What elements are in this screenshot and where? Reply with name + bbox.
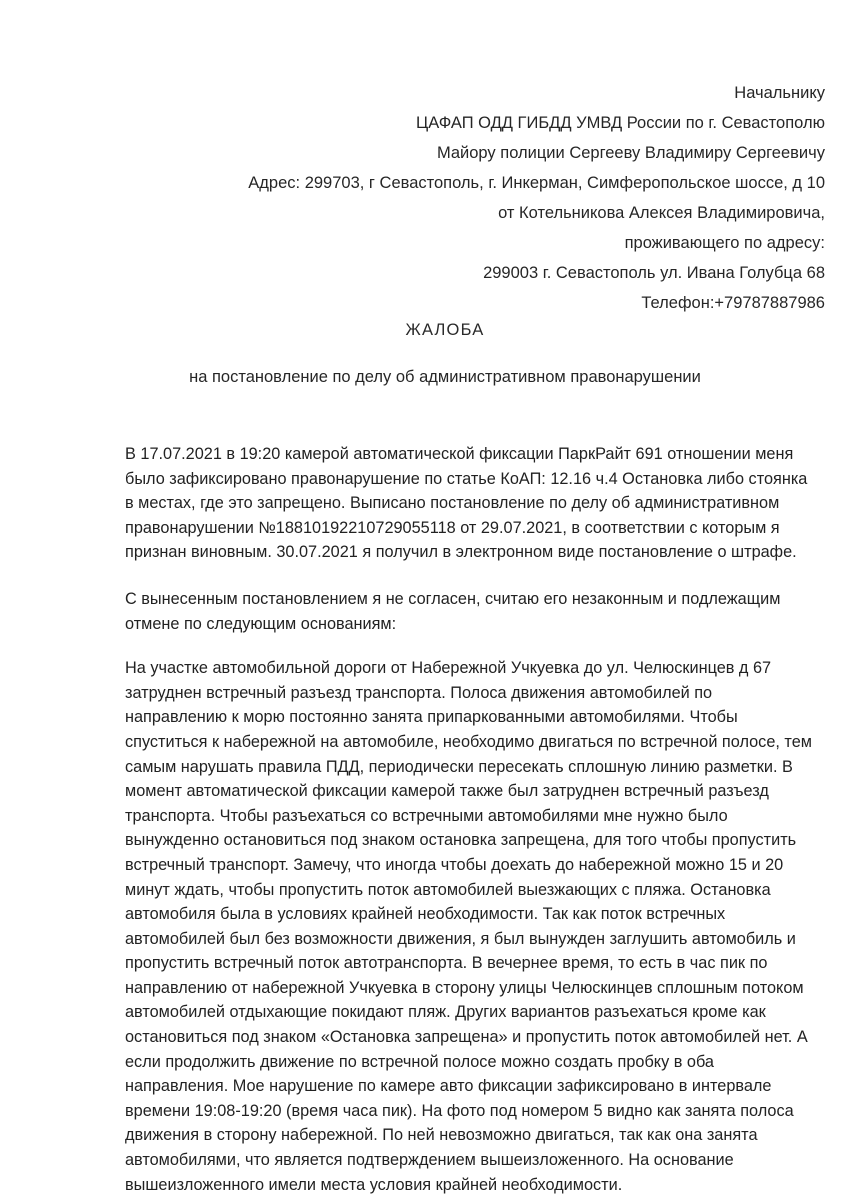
sender-line-residence-address: 299003 г. Севастополь ул. Ивана Голубца 68 <box>483 264 825 282</box>
paragraph-grounds: На участке автомобильной дороги от Набережной Учкуевка до ул. Челюскинцев д 67 затруднен встречный разъезд транспорта. Полоса движения автомобилей по направлению к морю постоянно занята припаркованными автомобилями. Чтобы спуститься к набережной на автомобиле, необходимо двигаться по встречной полосе, тем самым нарушать правила ПДД, периодически пересекать сплошную линию разметки. В момент автоматической фиксации камерой также был затруднен встречный разъезд транспорта. Чтобы разъехаться со встречными автомобилями мне нужно было вынужденно остановиться под знаком остановка запрещена, для того чтобы пропустить встречный транспорт. Замечу, что иногда чтобы доехать до набережной можно 15 и 20 минут ждать, чтобы пропустить поток автомобилей выезжающих с пляжа. Остановка автомобиля была в условиях крайней необходимости. Так как поток встречных автомобилей был без возможности движения, я был вынужден заглушить автомобиль и пропустить встречный поток автотранспорта. В вечернее время, то есть в час пик по направлению от набережной Учкуевка в сторону улицы Челюскинцев сплошным потоком автомобилей отдыхающие покидают пляж. Других вариантов разъехаться кроме как остановиться под знаком «Остановка запрещена» и пропустить поток автомобилей нет. А если продолжить движение по встречной полосе можно создать пробку в оба направления. Мое нарушение по камере авто фиксации зафиксировано в интервале времени 19:08-19:20 (время часа пик). На фото под номером 5 видно как занята полоса движения в сторону набережной. По ней невозможно двигаться, так как она занята автомобилями, что является подтверждением вышеизложенного. На основание вышеизложенного имели места условия крайней необходимости. <box>125 659 812 1194</box>
document-body <box>125 442 813 1197</box>
paragraph-disagreement: С вынесенным постановлением я не согласен, считаю его незаконным и подлежащим отмене по следующим основаниям: <box>125 589 781 633</box>
page-subtitle: на постановление по делу об административном правонарушении <box>189 368 701 386</box>
addressee-line-officer: Майору полиции Сергееву Владимиру Сергеевичу <box>436 144 825 162</box>
addressee-line-chief: Начальнику <box>734 84 825 102</box>
page-title: ЖАЛОБА <box>405 321 485 339</box>
sender-line-name: от Котельникова Алексея Владимировича, <box>498 204 825 222</box>
addressee-line-address: Адрес: 299703, г Севастополь, г. Инкерман, Симферопольское шоссе, д 10 <box>248 174 825 192</box>
sender-line-phone: Телефон:+79787887986 <box>641 294 825 312</box>
addressee-block <box>125 78 825 318</box>
sender-line-residence-label: проживающего по адресу: <box>624 234 825 252</box>
paragraph-violation-details: В 17.07.2021 в 19:20 камерой автоматической фиксации ПаркРайт 691 отношении меня было зафиксировано правонарушение по статье КоАП: 12.16 ч.4 Остановка либо стоянка в местах, где это запрещено. Выписано постановление по делу об административном правонарушении №18810192210729055118 от 29.07.2021, в соответствии с которым я признан виновным. 30.07.2021 я получил в электронном виде постановление о штрафе. <box>125 445 808 562</box>
addressee-line-organization: ЦАФАП ОДД ГИБДД УМВД России по г. Севастополю <box>416 114 825 132</box>
title-block <box>125 318 765 389</box>
